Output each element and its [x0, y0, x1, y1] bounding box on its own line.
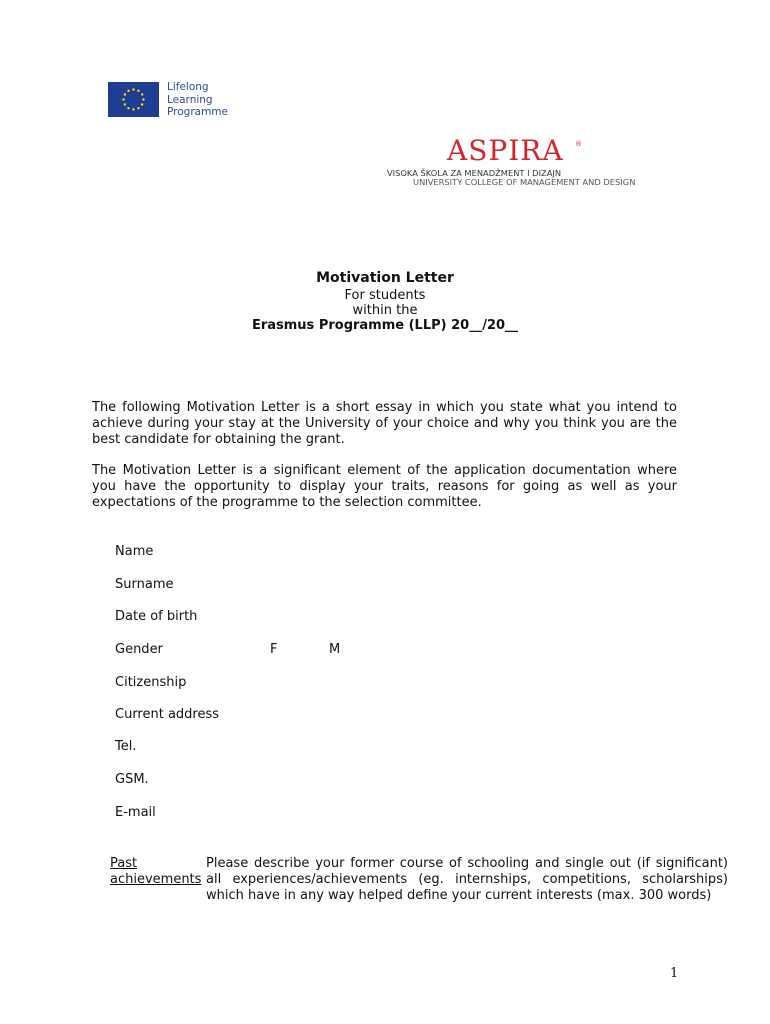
eu-flag-icon [108, 82, 159, 117]
llp-line: Programme [167, 106, 228, 118]
gender-option-f[interactable]: F [270, 642, 278, 657]
eu-star [142, 98, 144, 100]
intro-paragraph: The Motivation Letter is a significant element of the application documentation where you have the opportunity to display your traits, reasons for going as well as your expectations of the programme to the selection committee. [92, 463, 677, 510]
field-email-label: E-mail [115, 805, 156, 820]
document-title: Motivation Letter [316, 270, 454, 286]
field-dob-label: Date of birth [115, 609, 198, 624]
registered-mark: ® [575, 140, 582, 148]
eu-star [127, 90, 129, 92]
eu-star [141, 93, 143, 95]
programme-line: Erasmus Programme (LLP) 20__/20__ [251, 318, 519, 333]
eu-star [122, 98, 124, 100]
eu-star [137, 90, 139, 92]
eu-star [141, 103, 143, 105]
document-subtitle: within the [352, 303, 418, 318]
past-achievements-label: Past achievements [110, 856, 202, 887]
field-address-label: Current address [115, 707, 220, 722]
llp-line: Learning [167, 93, 213, 106]
past-achievements-description: Please describe your former course of schooling and single out (if significant) all experiences/achievements (eg. internships, competitions, scholarships) which have in any way helped define your current interests (max. 300 words) [206, 856, 728, 903]
field-tel-label: Tel. [115, 739, 137, 754]
document-subtitle: For students [344, 288, 426, 303]
aspira-logo [386, 134, 676, 193]
field-gsm-label: GSM. [115, 772, 149, 787]
eu-star [124, 103, 126, 105]
eu-star [124, 93, 126, 95]
aspira-wordmark: ASPIRA [447, 134, 564, 167]
eu-star [127, 107, 129, 109]
field-gender-label: Gender [115, 642, 163, 657]
llp-line: Lifelong [167, 81, 209, 93]
eu-star [137, 107, 139, 109]
eu-star [132, 108, 134, 110]
page-number: 1 [670, 966, 679, 981]
aspira-subtitle-hr: VISOKA ŠKOLA ZA MENADŽMENT I DIZAJN [387, 168, 562, 178]
aspira-subtitle-en: UNIVERSITY COLLEGE OF MANAGEMENT AND DESIGN [413, 177, 636, 187]
eu-stars-icon [108, 82, 159, 117]
gender-option-m[interactable]: M [329, 642, 341, 657]
eu-star [132, 88, 134, 90]
field-citizenship-label: Citizenship [115, 675, 187, 690]
llp-logo [108, 82, 248, 120]
field-name-label: Name [115, 544, 154, 559]
llp-logo-text [167, 81, 228, 119]
intro-paragraph: The following Motivation Letter is a short essay in which you state what you intend to achieve during your stay at the University of your choice and why you think you are the best candidate for obtaining the grant. [92, 400, 677, 447]
field-surname-label: Surname [115, 577, 174, 592]
